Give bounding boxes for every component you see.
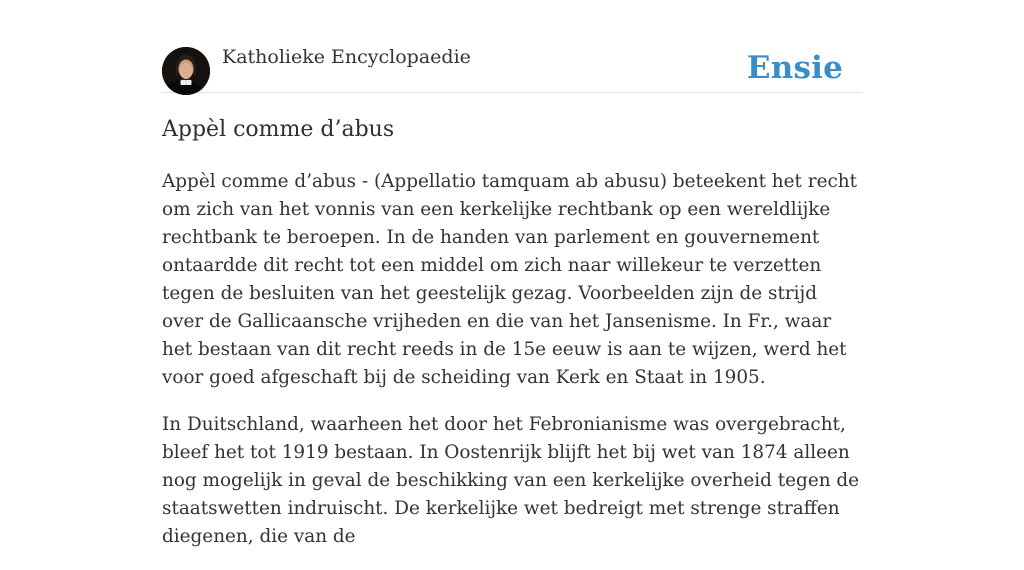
source-name[interactable]: Katholieke Encyclopaedie xyxy=(222,46,471,68)
article-paragraph: Appèl comme d’abus - (Appellatio tamquam ab abusu) beteekent het recht om zich van het vonnis van een kerkelijke rechtbank op een wereldlijke rechtbank te beroepen. In de handen van parlement en gouvernement ontaardde dit recht tot een middel om zich naar willekeur te verzetten tegen de besluiten van het geestelijk gezag. Voorbeelden zijn de strijd over de Gallicaansche vrijheden en die van het Jansenisme. In Fr., waar het bestaan van dit recht reeds in de 15e eeuw is aan te wijzen, werd het voor goed afgeschaft bij de scheiding van Kerk en Staat in 1905. xyxy=(162,171,857,388)
article-title: Appèl comme d’abus xyxy=(162,117,395,142)
article-body xyxy=(162,168,862,570)
brand-logo[interactable]: Ensie xyxy=(746,50,843,86)
article-header xyxy=(162,0,862,93)
portrait-icon xyxy=(162,47,210,95)
article-page xyxy=(162,0,862,547)
article-paragraph: In Duitschland, waarheen het door het Febronianisme was overgebracht, bleef het tot 1919 bestaan. In Oostenrijk blijft het bij wet van 1874 alleen nog mogelijk in geval de beschikking van een kerkelijke overheid tegen de staatswetten indruischt. De kerkelijke wet bedreigt met strenge straffen diegenen, die van de xyxy=(162,414,860,547)
portrait-avatar-icon[interactable] xyxy=(162,47,210,95)
